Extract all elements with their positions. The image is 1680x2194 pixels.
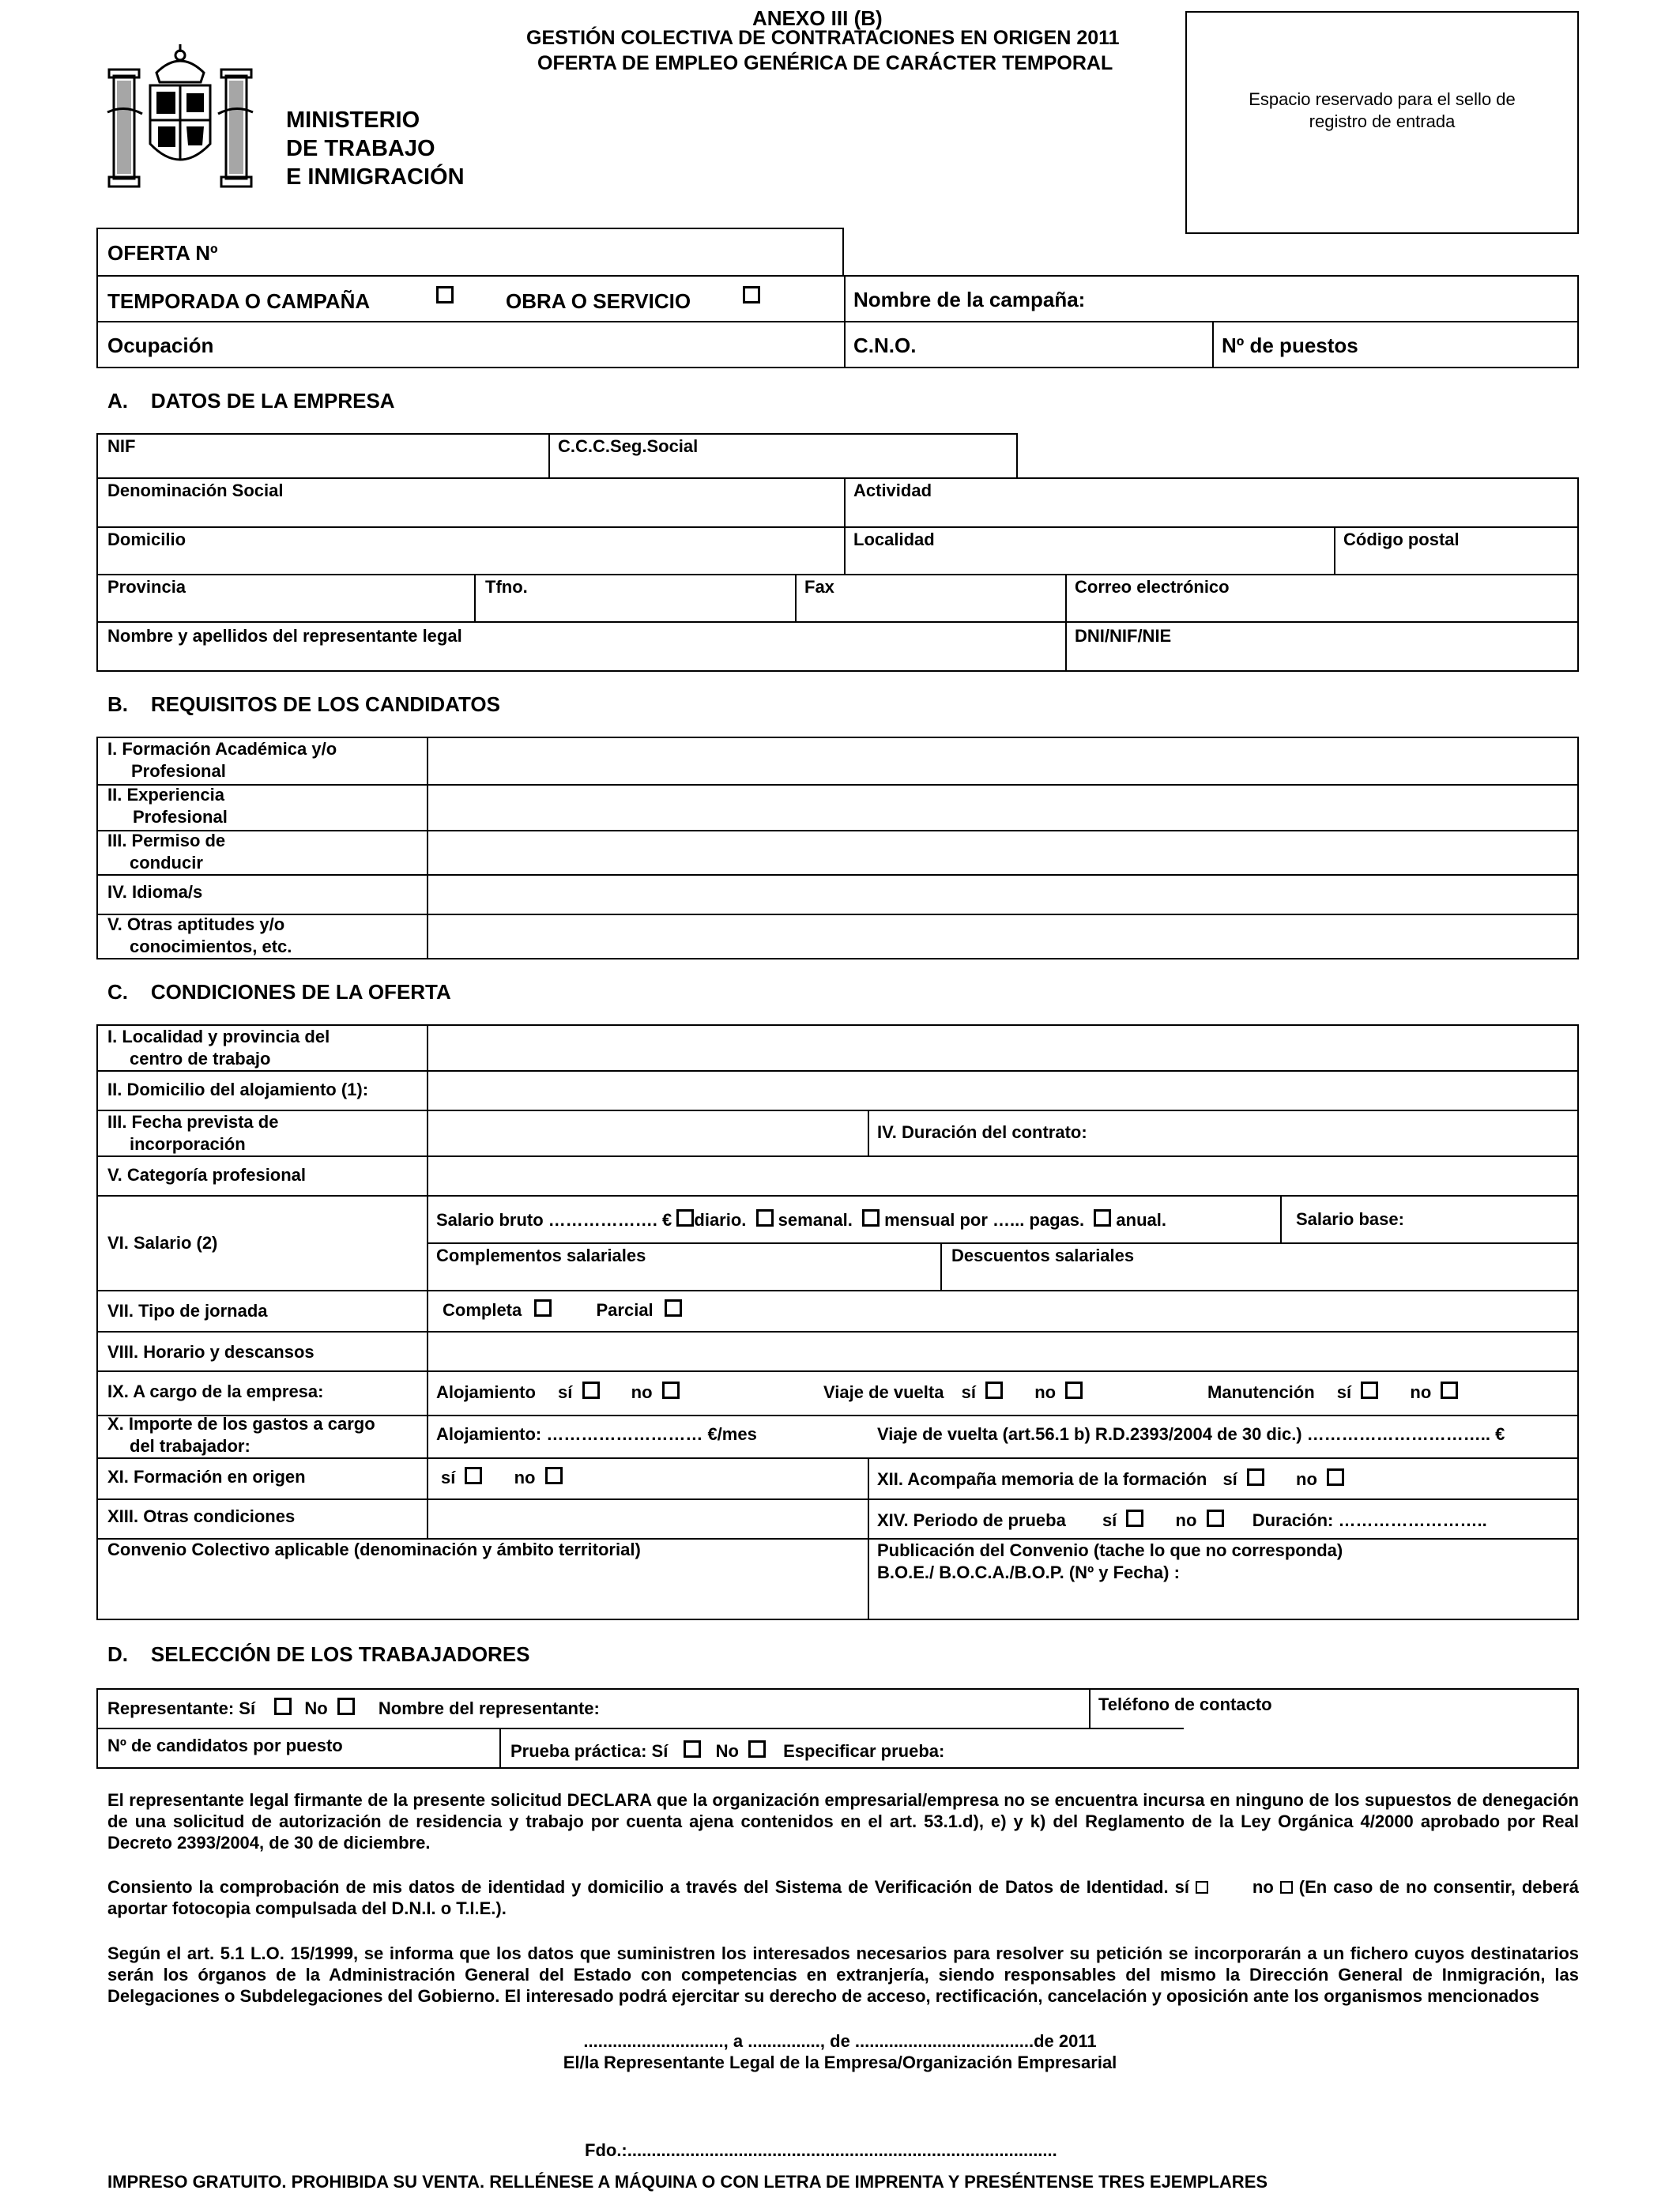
ministry-name: MINISTERIO DE TRABAJO E INMIGRACIÓN (286, 107, 465, 190)
representative-options: Representante: Sí No Nombre del representante: (107, 1698, 600, 1718)
representative-yes-checkbox[interactable] (274, 1698, 292, 1715)
section-c-title: C. CONDICIONES DE LA OFERTA (107, 980, 451, 1004)
annual-checkbox[interactable] (1094, 1209, 1111, 1227)
workday-options: Completa Parcial (443, 1299, 682, 1321)
cond-location-label: I. Localidad y provincia del centro de trabajo (107, 1027, 330, 1069)
positions-label: Nº de puestos (1222, 334, 1358, 357)
cond-category-label: V. Categoría profesional (107, 1165, 307, 1185)
weekly-checkbox[interactable] (756, 1209, 774, 1227)
return-trip-yes-checkbox[interactable] (985, 1382, 1003, 1399)
test-yes-checkbox[interactable] (684, 1740, 701, 1758)
test-no-checkbox[interactable] (748, 1740, 766, 1758)
return-trip-no-checkbox[interactable] (1065, 1382, 1083, 1399)
nif-label: NIF (107, 436, 136, 456)
cond-housing-label: II. Domicilio del alojamiento (1): (107, 1080, 369, 1099)
data-protection-paragraph: Según el art. 5.1 L.O. 15/1999, se informa que los datos que suministren los interesados necesarios para resolver su petición se incorporarán a un fichero cuyos destinatarios serán los órganos de la Administración General del Estado con competencias en extranjería, siendo responsables del mismo la Dirección General de Inmigración, las Delegaciones o Subdelegaciones del Gobierno. El interesado podrá ejercitar su derecho de acceso, rectificación, cancelación y oposición ante los organismos mencionados (107, 1943, 1579, 2006)
activity-label: Actividad (853, 481, 932, 500)
work-service-checkbox[interactable] (743, 286, 760, 303)
housing-no-checkbox[interactable] (662, 1382, 680, 1399)
memory-no-checkbox[interactable] (1327, 1468, 1344, 1486)
consent-no-checkbox[interactable] (1280, 1881, 1293, 1894)
training-memory-options: XII. Acompaña memoria de la formación sí no (877, 1468, 1344, 1490)
registry-stamp-box: Espacio reservado para el sello de registro de entrada (1185, 11, 1579, 234)
company-covers-options: Alojamiento sí no (436, 1382, 680, 1403)
campaign-name-label: Nombre de la campaña: (853, 288, 1086, 311)
season-label: TEMPORADA O CAMPAÑA (107, 289, 371, 313)
occupation-label: Ocupación (107, 334, 214, 357)
nif-row (96, 433, 1018, 479)
practical-test-options: Prueba práctica: Sí No Especificar prueba: (510, 1741, 945, 1761)
season-checkbox[interactable] (436, 286, 454, 303)
ccc-label: C.C.C.Seg.Social (558, 436, 699, 456)
salary-supplements-label: Complementos salariales (436, 1246, 646, 1265)
trial-period-options: XIV. Periodo de prueba sí no Duración: …………………….. (877, 1510, 1487, 1530)
signature-line[interactable]: Fdo.:......................................................................................... (585, 2140, 1057, 2160)
meals-no-checkbox[interactable] (1441, 1382, 1458, 1399)
company-name-label: Denominación Social (107, 481, 284, 500)
base-salary-label: Salario base: (1296, 1209, 1404, 1229)
dni-label: DNI/NIF/NIE (1075, 626, 1172, 646)
monthly-checkbox[interactable] (862, 1209, 880, 1227)
contact-phone-label: Teléfono de contacto (1098, 1695, 1272, 1714)
housing-yes-checkbox[interactable] (582, 1382, 600, 1399)
contract-duration-label: IV. Duración del contrato: (877, 1122, 1087, 1142)
gross-salary: Salario bruto ………………. € diario. semanal. mensual por …... pagas. anual. (436, 1210, 1166, 1230)
trial-yes-checkbox[interactable] (1126, 1510, 1143, 1527)
section-b-title: B. REQUISITOS DE LOS CANDIDATOS (107, 692, 500, 716)
signer-label: El/la Representante Legal de la Empresa/Organización Empresarial (563, 2053, 1117, 2072)
coat-of-arms-logo (101, 41, 259, 196)
cond-worker-costs-label: X. Importe de los gastos a cargo del trabajador: (107, 1414, 375, 1456)
cond-other-label: XIII. Otras condiciones (107, 1506, 296, 1526)
province-label: Provincia (107, 577, 186, 597)
housing-cost: Alojamiento: ……………………… €/mes (436, 1424, 757, 1444)
origin-training-options: sí no (441, 1467, 563, 1488)
address-label: Domicilio (107, 530, 186, 549)
full-time-checkbox[interactable] (534, 1299, 552, 1317)
candidates-per-position-label: Nº de candidatos por puesto (107, 1736, 343, 1755)
offer-number-label: OFERTA Nº (107, 241, 218, 265)
salary-deductions-label: Descuentos salariales (951, 1246, 1135, 1265)
work-service-label: OBRA O SERVICIO (506, 289, 691, 313)
date-line: ............................., a ..............., de .....................................de 2011 (583, 2031, 1097, 2051)
return-trip-options: Viaje de vuelta sí no (823, 1382, 1083, 1403)
representative-no-checkbox[interactable] (337, 1698, 355, 1715)
email-label: Correo electrónico (1075, 577, 1230, 597)
consent-yes-checkbox[interactable] (1196, 1881, 1208, 1894)
fax-label: Fax (804, 577, 834, 597)
trial-no-checkbox[interactable] (1207, 1510, 1224, 1527)
cond-workday-label: VII. Tipo de jornada (107, 1301, 268, 1321)
req-languages-label: IV. Idioma/s (107, 882, 203, 902)
cond-start-date-label: III. Fecha prevista de incorporación (107, 1112, 279, 1154)
training-no-checkbox[interactable] (545, 1467, 563, 1484)
req-academic-label: I. Formación Académica y/o Profesional (107, 739, 337, 781)
daily-checkbox[interactable] (676, 1209, 694, 1227)
section-d-title: D. SELECCIÓN DE LOS TRABAJADORES (107, 1642, 530, 1666)
annex-title: ANEXO III (B) (752, 6, 883, 30)
declaration-paragraph: El representante legal firmante de la presente solicitud DECLARA que la organización empresarial/empresa no se encuentra incursa en ninguno de los supuestos de denegación de una solicitud de autorización de residencia y trabajo por cuenta ajena contenidos en el art. 53.1.d), e) y k) del Reglamento de la Ley Orgánica 4/2000 aprobado por Real Decreto 2393/2004, de 30 de diciembre. (107, 1790, 1579, 1853)
cond-company-covers-label: IX. A cargo de la empresa: (107, 1382, 324, 1401)
req-license-label: III. Permiso de conducir (107, 831, 226, 873)
postal-code-label: Código postal (1343, 530, 1460, 549)
agreement-publication-label: Publicación del Convenio (tache lo que no corresponda) B.O.E./ B.O.C.A./B.O.P. (Nº y Fecha) : (877, 1540, 1343, 1582)
meals-options: Manutención sí no (1207, 1382, 1458, 1403)
return-trip-cost: Viaje de vuelta (art.56.1 b) R.D.2393/2004 de 30 dic.) ………………………….. € (877, 1424, 1505, 1444)
phone-label: Tfno. (485, 577, 528, 597)
meals-yes-checkbox[interactable] (1361, 1382, 1378, 1399)
document-subtitle: OFERTA DE EMPLEO GENÉRICA DE CARÁCTER TEMPORAL (537, 52, 1113, 74)
req-other-label: V. Otras aptitudes y/o conocimientos, etc. (107, 914, 292, 956)
legal-rep-label: Nombre y apellidos del representante legal (107, 626, 462, 646)
cno-label: C.N.O. (853, 334, 917, 357)
req-experience-label: II. Experiencia Profesional (107, 785, 228, 827)
consent-paragraph: Consiento la comprobación de mis datos de identidad y domicilio a través del Sistema de Verificación de Datos de Identidad. sí no (En caso de no consentir, deberá aportar fotocopia compulsada del D.N.I. o T.I.E.). (107, 1877, 1579, 1918)
collective-agreement-label: Convenio Colectivo aplicable (denominación y ámbito territorial) (107, 1540, 641, 1559)
memory-yes-checkbox[interactable] (1247, 1468, 1264, 1486)
cond-schedule-label: VIII. Horario y descansos (107, 1342, 315, 1362)
cond-origin-training-label: XI. Formación en origen (107, 1467, 306, 1487)
part-time-checkbox[interactable] (665, 1299, 682, 1317)
cond-salary-label: VI. Salario (2) (107, 1233, 218, 1253)
locality-label: Localidad (853, 530, 935, 549)
section-a-title: A. DATOS DE LA EMPRESA (107, 389, 395, 413)
training-yes-checkbox[interactable] (465, 1467, 482, 1484)
footer-notice: IMPRESO GRATUITO. PROHIBIDA SU VENTA. RELLÉNESE A MÁQUINA O CON LETRA DE IMPRENTA Y PRESÉNTENSE TRES EJEMPLARES (107, 2172, 1268, 2192)
document-title: GESTIÓN COLECTIVA DE CONTRATACIONES EN ORIGEN 2011 (526, 27, 1120, 49)
